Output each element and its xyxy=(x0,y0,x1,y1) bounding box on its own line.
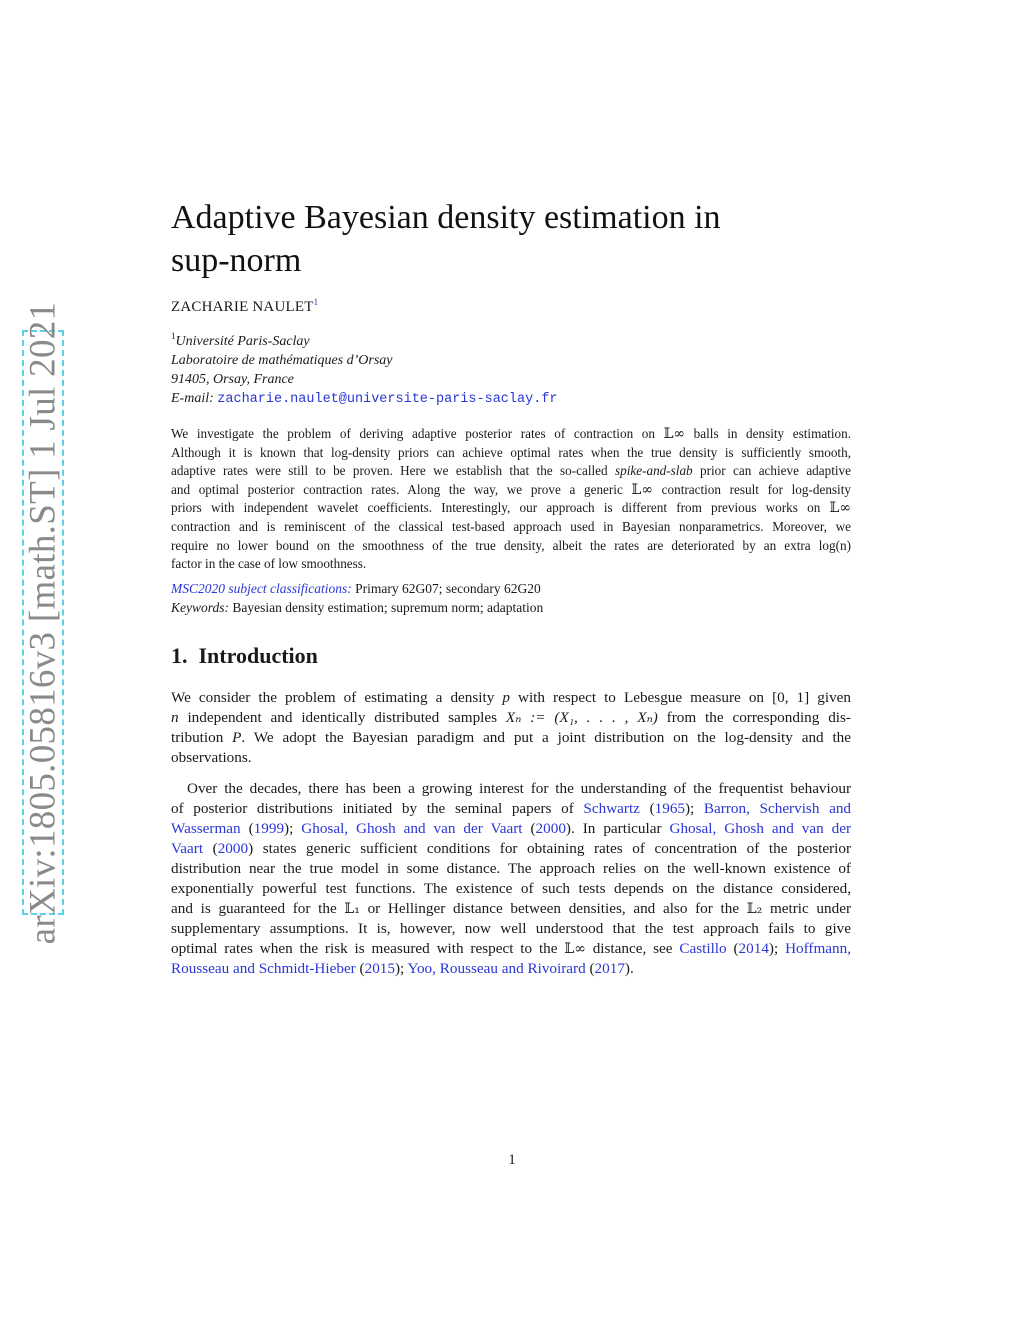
citation-year[interactable]: 1965 xyxy=(654,800,685,817)
citation-year[interactable]: 2017 xyxy=(594,960,625,977)
msc-value: Primary 62G07; secondary 62G20 xyxy=(351,581,541,596)
keywords-value: Bayesian density estimation; supremum norm; adaptation xyxy=(229,599,544,615)
paper-title xyxy=(171,196,851,282)
para-text: of posterior distributions initiated by the seminal papers of xyxy=(171,800,584,817)
linf-symbol: 𝕃∞ xyxy=(564,941,586,957)
title-line-2: sup-norm xyxy=(171,242,302,279)
author-name: ZACHARIE NAULET xyxy=(171,299,314,315)
para-text: and is guaranteed for the xyxy=(171,900,345,917)
math-sample: Xₙ := (X₁, . . . , Xₙ) xyxy=(505,709,658,726)
arxiv-stamp xyxy=(22,301,64,944)
email-link[interactable]: zacharie.naulet@universite-paris-saclay.fr xyxy=(217,392,558,407)
para-text: . We adopt the Bayesian paradigm and put a joint distribution on the log-density and the xyxy=(241,729,852,746)
citation-barron[interactable]: Wasserman xyxy=(171,820,241,837)
affiliation-address: 91405, Orsay, France xyxy=(171,372,294,387)
classifications xyxy=(171,580,851,617)
math-interval: [0, 1] xyxy=(772,689,810,706)
math-P: P xyxy=(232,729,242,746)
msc-link[interactable]: MSC2020 subject classifications: xyxy=(171,581,352,596)
para-text: with respect to Lebesgue measure on xyxy=(509,689,773,706)
intro-paragraph-2: Over the decades, there has been a growing interest for the understanding of the frequentist behaviour of posterior distributions initiated by the seminal papers of Schwartz (1965); Barron, Schervish and Wasserman (1999); Ghosal, Ghosh and van der Vaart (2000). In particular Ghosal, Ghosh and van der Vaart (2000) states generic sufficient conditions for obtaining rates of concentration of the posterior distribution near the true model in some distance. The approach relies on the well-known existence of exponentially powerful test functions. The existence of such tests depends on the distance considered, and is guaranteed for the 𝕃₁ or Hellinger distance between densities, and also for the 𝕃₂ metric under supplementary assumptions. It is, however, now well understood that the test approach fails to give optimal rates when the risk is measured with respect to the 𝕃∞ distance, see Castillo (2014); Hoffmann, Rousseau and Schmidt-Hieber (2015); Yoo, Rousseau and Rivoirard (2017). xyxy=(171,780,852,977)
page-number: 1 xyxy=(508,1152,516,1168)
citation-year[interactable]: 2000 xyxy=(535,820,566,837)
section-title: Introduction xyxy=(198,643,318,668)
abstract-text: and optimal posterior contraction rates. Along the way, we prove a generic xyxy=(171,481,632,497)
affiliation-university: Université Paris-Saclay xyxy=(175,334,310,349)
para-text: We consider the problem of estimating a density xyxy=(171,689,503,706)
abstract-emphasis: spike-and-slab xyxy=(615,463,693,479)
para-text: optimal rates when the risk is measured with respect to the xyxy=(171,940,565,957)
para-text: metric under xyxy=(762,900,852,917)
title-line-1: Adaptive Bayesian density estimation in xyxy=(171,199,721,236)
abstract xyxy=(171,425,851,574)
section-number: 1. xyxy=(171,643,188,668)
math-p: p xyxy=(502,689,510,706)
citation-year[interactable]: 1999 xyxy=(253,820,285,837)
keywords-label: Keywords: xyxy=(171,599,229,615)
math-n: n xyxy=(171,709,179,726)
author-affiliation-marker[interactable]: 1 xyxy=(313,297,319,307)
affiliation xyxy=(171,327,851,409)
para-text: distance, see xyxy=(585,940,680,957)
l2-symbol: 𝕃₂ xyxy=(746,901,763,917)
para-line: Over the decades, there has been a growing interest for the understanding of the frequentist behaviour xyxy=(187,780,851,797)
abstract-text: prior can achieve adaptive xyxy=(692,463,851,479)
citation-year[interactable]: 2014 xyxy=(738,940,769,957)
abstract-text: adaptive rates were still to be proven. Here we establish that the so-called xyxy=(171,463,615,479)
section-heading xyxy=(171,643,851,669)
citation-ghosal[interactable]: Vaart xyxy=(171,840,204,857)
arxiv-identifier: arXiv:1805.05816v3 [math.ST] 1 Jul 2021 xyxy=(22,301,64,944)
para-text: tribution xyxy=(171,729,233,746)
para-line: supplementary assumptions. It is, however, now well understood that the test approach fails to give xyxy=(171,920,851,937)
abstract-text: balls in density estimation. xyxy=(685,426,851,441)
para-text: or Hellinger distance between densities, and also for the xyxy=(359,900,747,917)
abstract-line: Although it is known that log-density priors can achieve optimal rates when the true density is sufficiently smooth, xyxy=(171,444,851,460)
abstract-line: contraction and is reminiscent of the classical test-based approach used in Bayesian nonparametrics. Moreover, we xyxy=(171,518,851,534)
author xyxy=(171,297,851,316)
abstract-text: require no lower bound on the smoothness of the true density, albeit the rates are deteriorated by an extra xyxy=(171,537,819,553)
citation-ghosal[interactable]: Ghosal, Ghosh and van der Vaart xyxy=(301,820,523,837)
citation-barron[interactable]: Barron, Schervish and xyxy=(703,800,852,817)
linf-symbol: 𝕃∞ xyxy=(631,481,653,498)
linf-symbol: 𝕃∞ xyxy=(663,426,686,442)
para-text: given xyxy=(809,689,852,706)
citation-year[interactable]: 2000 xyxy=(217,840,249,857)
citation-year[interactable]: 2015 xyxy=(364,960,395,977)
para-text: from the corresponding dis- xyxy=(657,709,851,726)
citation-yoo[interactable]: Yoo, Rousseau and Rivoirard xyxy=(407,960,586,977)
abstract-text: priors with independent wavelet coefficients. Interestingly, our approach is different from previous works on xyxy=(171,500,830,516)
para-line: exponentially powerful test functions. The existence of such tests depends on the distance considered, xyxy=(171,880,851,897)
para-line: distribution near the true model in some distance. The approach relies on the well-known existence of xyxy=(171,860,851,877)
citation-castillo[interactable]: Castillo xyxy=(679,940,727,957)
citation-hoffmann[interactable]: Rousseau and Schmidt-Hieber xyxy=(171,960,356,977)
l1-symbol: 𝕃₁ xyxy=(344,901,360,917)
affiliation-marker: 1 xyxy=(171,331,176,341)
para-text: independent and identically distributed samples xyxy=(178,709,506,726)
citation-hoffmann[interactable]: Hoffmann, xyxy=(785,940,852,957)
abstract-text: We investigate the problem of deriving adaptive posterior rates of contraction on xyxy=(171,426,664,441)
para-text: states generic sufficient conditions for obtaining rates of concentration of the posterior xyxy=(253,840,852,857)
linf-symbol: 𝕃∞ xyxy=(829,500,851,517)
para-text: . In particular xyxy=(570,820,670,837)
email-label: E-mail: xyxy=(171,391,214,406)
citation-ghosal[interactable]: Ghosal, Ghosh and van der xyxy=(669,820,852,837)
intro-paragraph-1 xyxy=(171,688,851,768)
log-n-math: log(n) xyxy=(818,537,851,553)
affiliation-lab: Laboratoire de mathématiques d’Orsay xyxy=(171,353,393,368)
citation-schwartz[interactable]: Schwartz xyxy=(583,800,640,817)
abstract-line: factor in the case of low smoothness. xyxy=(171,556,367,572)
abstract-text: contraction result for log-density xyxy=(653,481,851,497)
para-line: observations. xyxy=(171,749,252,766)
